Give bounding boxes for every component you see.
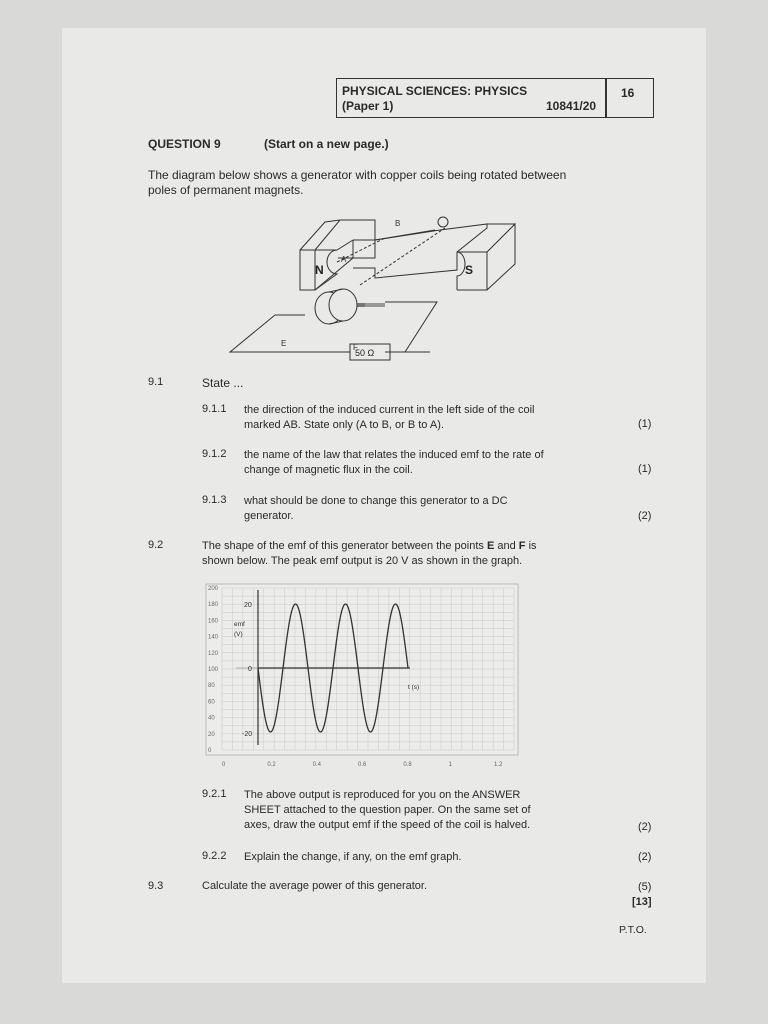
q92-number: 9.2	[148, 539, 164, 551]
emf-label: emf	[234, 621, 245, 628]
q92-line-1: The shape of the emf of this generator between the points E and F is	[202, 540, 537, 552]
x-tick-label: 0.2	[267, 762, 276, 768]
q913-number: 9.1.3	[202, 494, 227, 506]
y-tick-label: 80	[208, 683, 215, 690]
q912-marks: (1)	[638, 463, 652, 475]
inner-label-0: 0	[248, 666, 252, 673]
q91-number: 9.1	[148, 376, 164, 388]
x-tick-labels	[222, 762, 503, 768]
q913-line-1: what should be done to change this generator to a DC	[244, 495, 508, 507]
header-paper: (Paper 1)	[342, 99, 394, 113]
pto-label: P.T.O.	[619, 924, 647, 936]
intro-line-2: poles of permanent magnets.	[148, 183, 304, 197]
header-divider	[605, 78, 607, 118]
x-tick-label: 0	[222, 762, 226, 768]
q912-line-1: the name of the law that relates the induced emf to the rate of	[244, 449, 544, 461]
q913-marks: (2)	[638, 510, 652, 522]
x-tick-label: 0.4	[312, 762, 322, 768]
q913-line-2: generator.	[244, 510, 294, 522]
question-title: QUESTION 9	[148, 137, 221, 151]
inner-label-neg20: -20	[242, 731, 253, 738]
y-tick-label: 160	[208, 618, 219, 625]
q922-marks: (2)	[638, 851, 652, 863]
q93-text: Calculate the average power of this generator.	[202, 880, 428, 892]
header-code: 10841/20	[546, 99, 597, 113]
q911-number: 9.1.1	[202, 403, 227, 415]
q921-line-1: The above output is reproduced for you on the ANSWER	[244, 789, 521, 801]
y-tick-label: 100	[208, 667, 219, 673]
x-tick-label: 0.8	[403, 762, 412, 768]
graph-frame	[206, 584, 518, 755]
q911-marks: (1)	[638, 418, 652, 430]
y-tick-label: 120	[208, 650, 219, 657]
emf-unit-label: (V)	[234, 631, 243, 638]
q912-number: 9.1.2	[202, 448, 227, 460]
q912-line-2: change of magnetic flux in the coil.	[244, 464, 413, 476]
page-number: 16	[621, 86, 635, 100]
y-tick-label: 60	[208, 699, 215, 706]
inner-label-20: 20	[244, 602, 252, 609]
s-magnet-side	[487, 224, 515, 290]
q93-marks: (5)	[638, 881, 652, 893]
q921-line-3: axes, draw the output emf if the speed of the coil is halved.	[244, 819, 531, 831]
q921-number: 9.2.1	[202, 788, 227, 800]
y-tick-label: 200	[208, 586, 219, 592]
q93-number: 9.3	[148, 880, 164, 892]
q922-line-1: Explain the change, if any, on the emf graph.	[244, 851, 462, 863]
intro-line-1: The diagram below shows a generator with copper coils being rotated between	[148, 168, 567, 182]
q92-line-2: shown below. The peak emf output is 20 V as shown in the graph.	[202, 555, 523, 567]
q922-number: 9.2.2	[202, 850, 227, 862]
emf-graph	[200, 580, 520, 772]
y-tick-label: 20	[208, 731, 215, 738]
graph-grid	[222, 588, 514, 750]
header-subject: PHYSICAL SCIENCES: PHYSICS	[342, 84, 528, 98]
q921-line-2: SHEET attached to the question paper. On the same set of	[244, 804, 531, 816]
question-instruction: (Start on a new page.)	[264, 137, 389, 151]
x-tick-label: 1.2	[494, 762, 503, 768]
q91-stem: State ...	[202, 376, 244, 390]
resistor-label: 50 Ω	[355, 348, 375, 358]
label-s: S	[465, 263, 474, 277]
label-f: F	[353, 343, 358, 352]
time-axis-label: t (s)	[408, 684, 420, 691]
q921-marks: (2)	[638, 821, 652, 833]
generator-diagram	[225, 210, 535, 370]
y-tick-label: 40	[208, 715, 215, 722]
y-tick-label: 0	[208, 748, 212, 754]
y-tick-label: 140	[208, 634, 219, 641]
x-tick-label: 1	[448, 762, 453, 768]
q9-total-marks: [13]	[632, 896, 652, 908]
label-n: N	[315, 263, 324, 277]
label-e: E	[281, 339, 287, 348]
x-tick-label: 0.6	[358, 762, 367, 768]
label-a: A	[341, 255, 347, 264]
label-b: B	[395, 219, 401, 228]
y-tick-label: 180	[208, 602, 219, 609]
q911-line-1: the direction of the induced current in the left side of the coil	[244, 404, 535, 416]
q911-line-2: marked AB. State only (A to B, or B to A).	[244, 419, 444, 431]
